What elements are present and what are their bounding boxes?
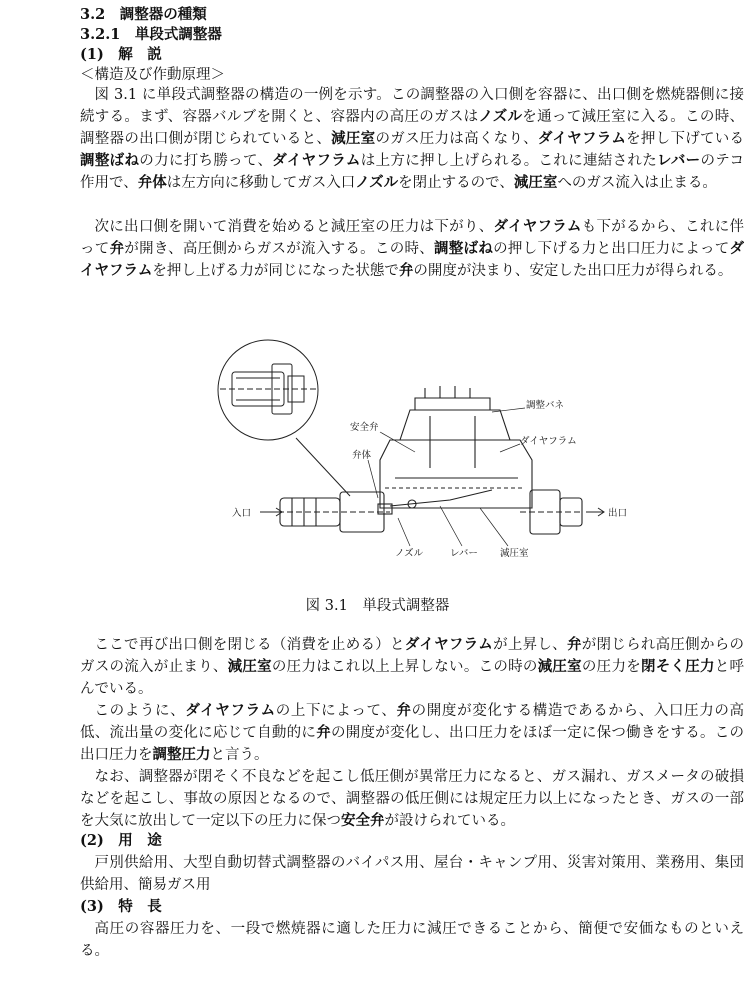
bold-term: 減圧室 [513, 174, 558, 191]
label-outlet: 出口 [608, 508, 628, 519]
leader-lines [368, 408, 525, 546]
bold-term: 安全弁 [341, 812, 385, 829]
regulator-figure [200, 328, 640, 578]
label-lever: レバー [450, 548, 478, 559]
bold-term: ダイヤフラム [80, 240, 745, 279]
paragraph-structure: 図 3.1 に単段式調整器の構造の一例を示す。この調整器の入口側を容器に、出口側を燃焼器側に接続する。まず、容器バルブを開くと、容器内の高圧のガスはノズルを通って減圧室に入る。この時、調整器の出口側が閉じられていると、減圧室のガス圧力は高くなり、ダイヤフラムを押し下げている調整ばねの力に打ち勝って、ダイヤフラムは上方に押し上げられる。これに連結されたレバーのテコ作用で、弁体は左方向に移動してガス入口ノズルを閉止するので、減圧室へのガス流入は止まる。 [80, 87, 745, 191]
bold-term: ダイヤフラム [404, 636, 494, 653]
bold-term: 調整圧力 [152, 746, 211, 763]
bold-term: 弁 [109, 240, 125, 257]
heading-features: (3) 特 長 [80, 898, 162, 915]
paragraph-features: 高圧の容器圧力を、一段で燃焼器に適した圧力に減圧できることから、簡便で安価なものといえる。 [80, 921, 744, 959]
bold-term: ダイヤフラム [272, 152, 361, 169]
bold-term: 弁 [316, 724, 331, 741]
bold-term: 弁 [396, 702, 412, 719]
paragraph-usage: 戸別供給用、大型自動切替式調整器のバイパス用、屋台・キャンプ用、災害対策用、業務用、集団供給用、簡易ガス用 [80, 855, 744, 893]
label-valve-body: 弁体 [352, 450, 372, 461]
paragraph-relief: なお、調整器が閉そく不良などを起こし低圧側が異常圧力になると、ガス漏れ、ガスメータの破損などを起こし、事故の原因となるので、調整器の低圧側には規定圧力以上になったとき、ガスの一部を大気に放出して一定以下の圧力に保つ安全弁が設けられている。 [80, 769, 744, 829]
bold-term: 調整ばね [434, 240, 494, 257]
bold-term: 減圧室 [227, 658, 272, 675]
heading-subsection: 3.2.1 単段式調整器 [80, 26, 222, 43]
label-nozzle: ノズル [395, 548, 424, 559]
bold-term: 減圧室 [331, 130, 376, 147]
paragraph-operation: 次に出口側を開いて消費を始めると減圧室の圧力は下がり、ダイヤフラムも下がるから、これに伴って弁が開き、高圧側からガスが流入する。この時、調整ばねの押し下げる力と出口圧力によってダイヤフラムを押し上げる力が同じになった状態で弁の開度が決まり、安定した出口圧力が得られる。 [80, 218, 745, 279]
bold-term: 弁 [398, 262, 414, 279]
label-diaphragm: ダイヤフラム [520, 436, 577, 447]
outlet-pipe [520, 490, 582, 534]
heading-section: 3.2 調整器の種類 [80, 6, 207, 23]
bold-term: 減圧室 [537, 658, 582, 675]
bold-term: ダイヤフラム [185, 702, 276, 719]
heading-structure: ＜構造及び作動原理＞ [80, 67, 225, 83]
label-relief-valve: 安全弁 [350, 422, 379, 433]
label-inlet: 入口 [232, 508, 252, 519]
bold-term: 弁 [566, 636, 582, 653]
inset-detail [218, 340, 350, 496]
bold-term: レバー [657, 152, 701, 169]
heading-explanation: (1) 解 説 [80, 46, 162, 63]
heading-usage: (2) 用 途 [80, 832, 162, 849]
label-chamber: 減圧室 [500, 548, 529, 559]
bold-term: ノズル [478, 108, 523, 125]
lever-assembly [378, 490, 492, 514]
regulator-body [380, 386, 532, 508]
bold-term: ダイヤフラム [493, 218, 582, 235]
label-spring: 調整バネ [526, 400, 565, 411]
bold-term: 閉そく圧力 [640, 658, 715, 675]
bold-term: 調整ばね [80, 152, 140, 169]
paragraph-regulation: このように、ダイヤフラムの上下によって、弁の開度が変化する構造であるから、入口圧力の高低、流出量の変化に応じて自動的に弁の開度が変化し、出口圧力をほぼ一定に保つ働きをする。この出口圧力を調整圧力と言う。 [80, 702, 745, 763]
paragraph-lockup: ここで再び出口側を閉じる（消費を止める）とダイヤフラムが上昇し、弁が閉じられ高圧側からのガスの流入が止まり、減圧室の圧力はこれ以上上昇しない。この時の減圧室の圧力を閉そく圧力と呼んでいる。 [80, 636, 745, 697]
bold-term: 弁体 [137, 174, 167, 191]
bold-term: ダイヤフラム [537, 130, 627, 147]
figure-caption: 図 3.1 単段式調整器 [305, 598, 450, 614]
bold-term: ノズル [355, 174, 399, 191]
